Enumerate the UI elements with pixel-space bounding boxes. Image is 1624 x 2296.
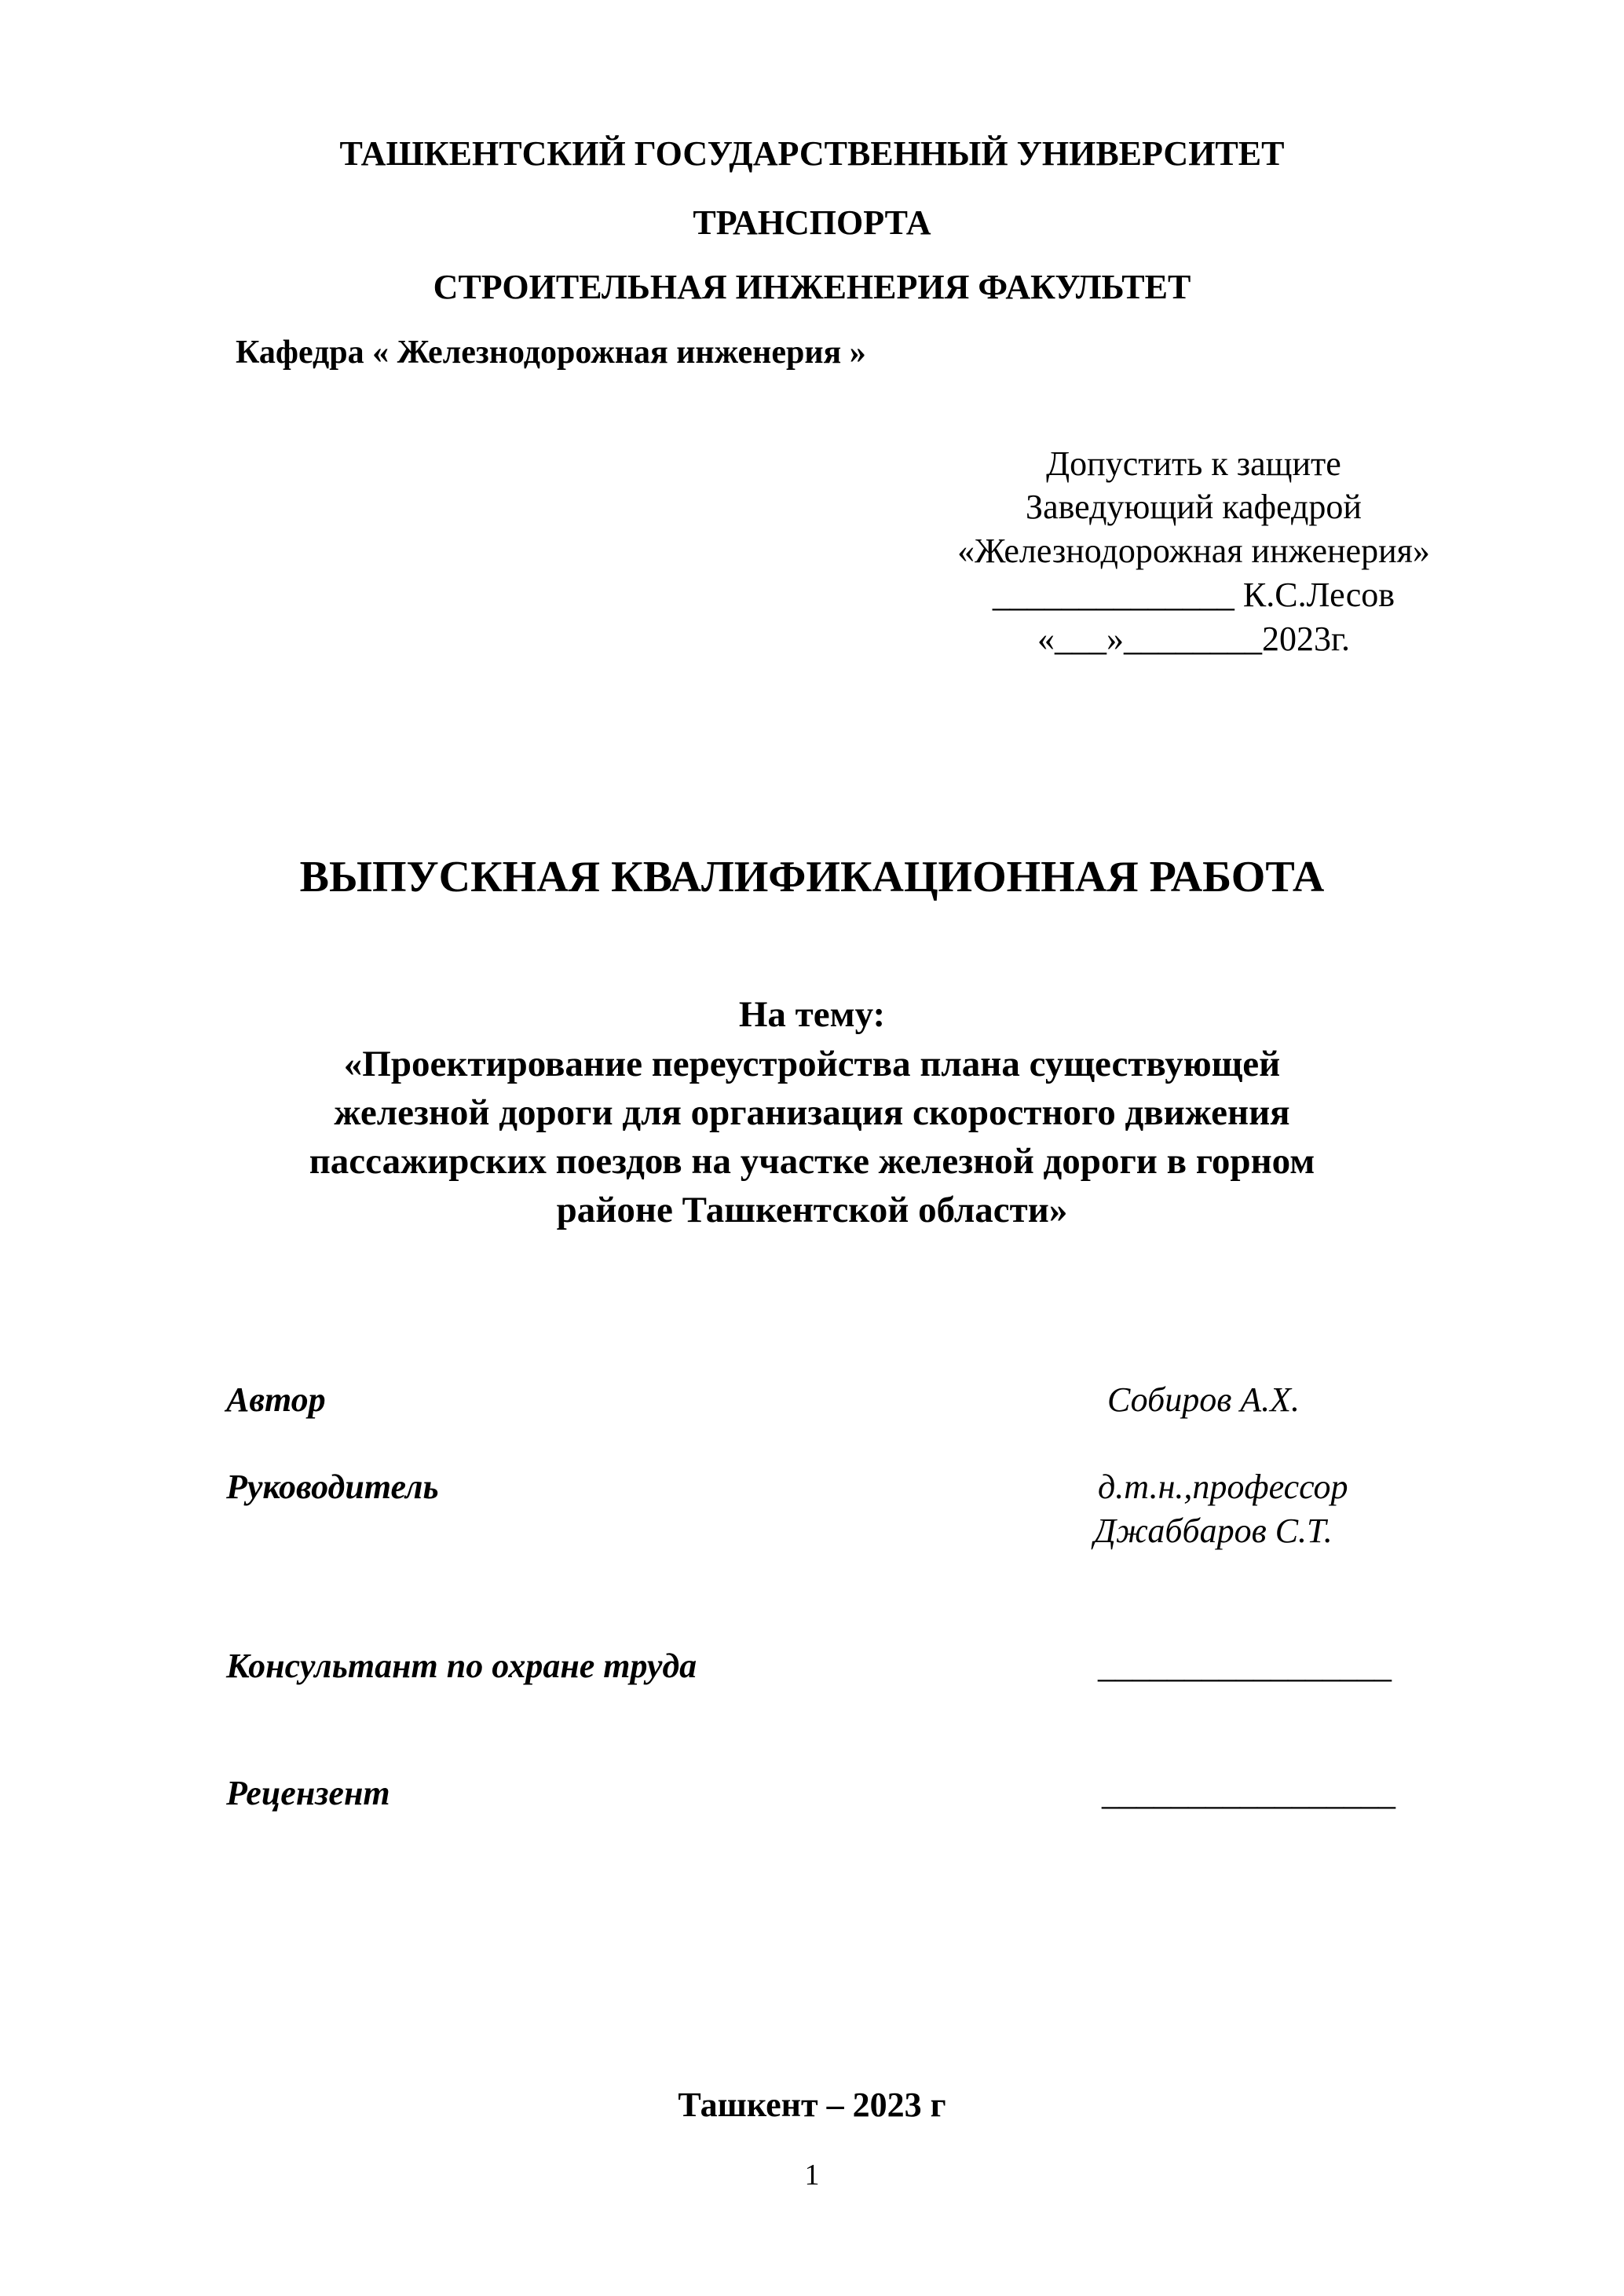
faculty-name: СТРОИТЕЛЬНАЯ ИНЖЕНЕРИЯ ФАКУЛЬТЕТ (433, 268, 1191, 306)
supervisor-degree: д.т.н.,профессор (1098, 1468, 1348, 1506)
topic-line-3: пассажирских поездов на участке железной дороги в горном (309, 1141, 1315, 1182)
approval-head-signature: ______________ К.С.Лесов (992, 576, 1395, 614)
university-name-line1: ТАШКЕНТСКИЙ ГОСУДАРСТВЕННЫЙ УНИВЕРСИТЕТ (339, 134, 1285, 173)
supervisor-name: Джаббаров С.Т. (1094, 1512, 1333, 1550)
author-name: Собиров А.Х. (1107, 1380, 1300, 1419)
department-name: Кафедра « Железнодорожная инженерия » (236, 335, 866, 371)
topic-line-1: «Проектирование переустройства плана существующей (343, 1044, 1281, 1084)
consultant-signature-line: _________________ (1098, 1647, 1392, 1685)
document-title: ВЫПУСКНАЯ КВАЛИФИКАЦИОННАЯ РАБОТА (299, 853, 1325, 901)
consultant-label: Консультант по охране труда (226, 1647, 697, 1685)
topic-line-2: железной дороги для организация скоростного движения (334, 1092, 1290, 1133)
city-year: Ташкент – 2023 г (678, 2086, 946, 2124)
topic-label: На тему: (738, 994, 886, 1035)
reviewer-signature-line: _________________ (1102, 1774, 1395, 1812)
approval-line-2: Заведующий кафедрой (1026, 488, 1362, 526)
university-name-line2: ТРАНСПОРТА (693, 203, 931, 242)
reviewer-label: Рецензент (226, 1774, 390, 1812)
approval-line-1: Допустить к защите (1046, 444, 1341, 483)
approval-line-3: «Железнодорожная инженерия» (957, 532, 1430, 570)
author-label: Автор (226, 1380, 326, 1419)
page-number: 1 (804, 2159, 820, 2192)
supervisor-label: Руководитель (226, 1468, 439, 1506)
approval-date: «___»________2023г. (1037, 620, 1351, 658)
topic-line-4: районе Ташкентской области» (556, 1190, 1068, 1230)
